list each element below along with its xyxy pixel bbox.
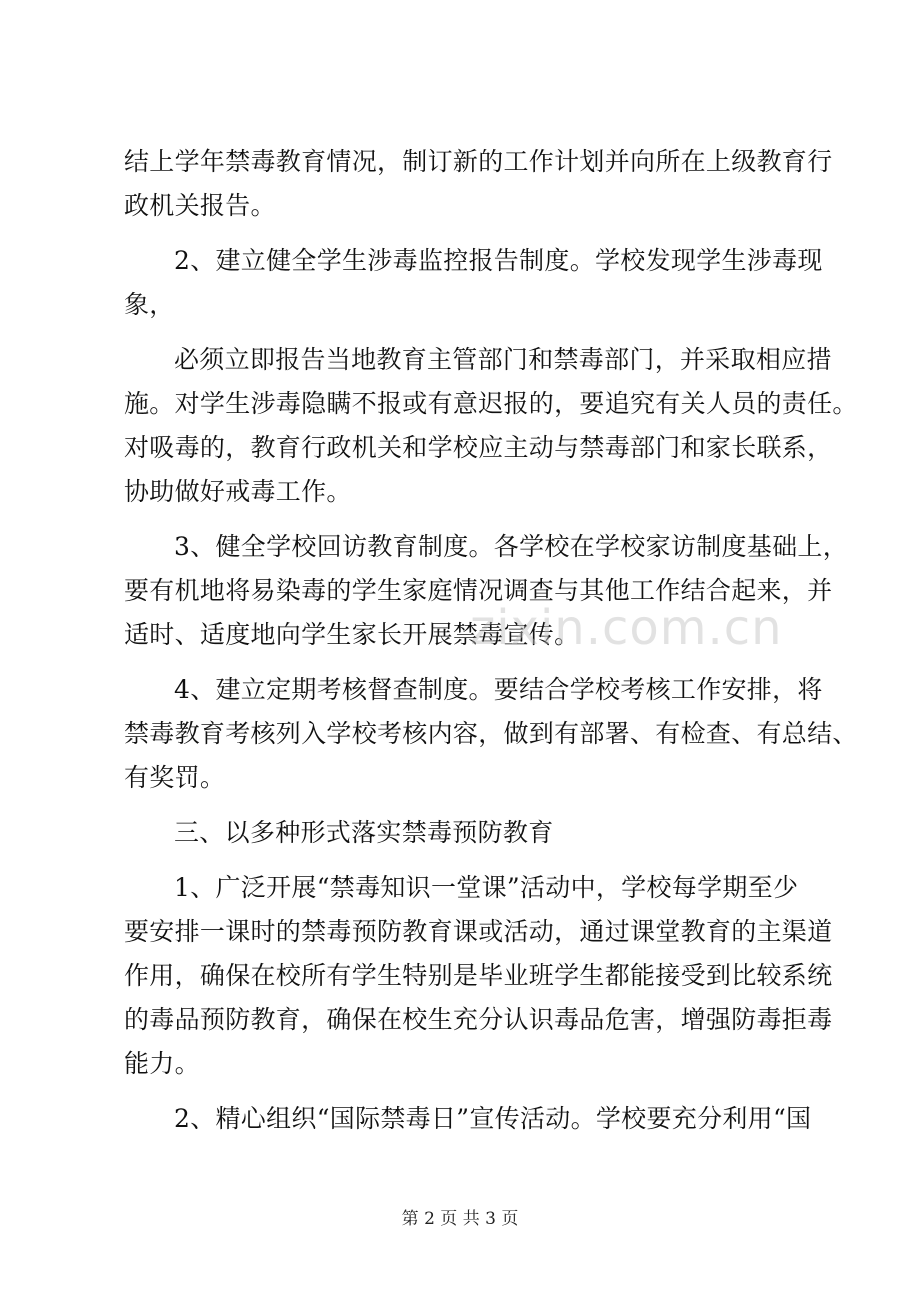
text-line: 的毒品预防教育，确保在校生充分认识毒品危害，增强防毒拒毒	[124, 1005, 833, 1034]
text-line: 2、建立健全学生涉毒监控报告制度。学校发现学生涉毒现	[174, 246, 823, 275]
text-line: 政机关报告。	[124, 191, 276, 220]
text-line: 禁毒教育考核列入学校考核内容，做到有部署、有检查、有总结、	[124, 719, 858, 748]
text-line: 结上学年禁毒教育情况，制订新的工作计划并向所在上级教育行	[124, 147, 833, 176]
page-number-footer: 第 2 页 共 3 页	[401, 1209, 519, 1229]
text-line: 必须立即报告当地教育主管部门和禁毒部门，并采取相应措	[174, 345, 832, 374]
text-line: 协助做好戒毒工作。	[124, 477, 352, 506]
text-line: 要安排一课时的禁毒预防教育课或活动，通过课堂教育的主渠道	[124, 917, 833, 946]
text-line: 2、精心组织“国际禁毒日”宣传活动。学校要充分利用“国	[174, 1104, 812, 1133]
text-line: 3、健全学校回访教育制度。各学校在学校家访制度基础上，	[174, 532, 849, 561]
text-line: 要有机地将易染毒的学生家庭情况调查与其他工作结合起来，并	[124, 576, 833, 605]
text-line: 有奖罚。	[124, 763, 226, 792]
section-heading: 三、以多种形式落实禁毒预防教育	[174, 818, 554, 847]
text-line: 施。对学生涉毒隐瞒不报或有意迟报的，要追究有关人员的责任。	[124, 389, 858, 418]
text-line: 能力。	[124, 1049, 200, 1078]
text-line: 适时、适度地向学生家长开展禁毒宣传。	[124, 620, 580, 649]
text-line: 4、建立定期考核督查制度。要结合学校考核工作安排，将	[174, 675, 823, 704]
text-line: 对吸毒的，教育行政机关和学校应主动与禁毒部门和家长联系，	[124, 433, 833, 462]
watermark: zixin.com.cn	[470, 600, 783, 656]
text-line: 1、广泛开展“禁毒知识一堂课”活动中，学校每学期至少	[174, 873, 799, 902]
text-line: 作用，确保在校所有学生特别是毕业班学生都能接受到比较系统	[124, 961, 833, 990]
text-line: 象，	[124, 290, 175, 319]
